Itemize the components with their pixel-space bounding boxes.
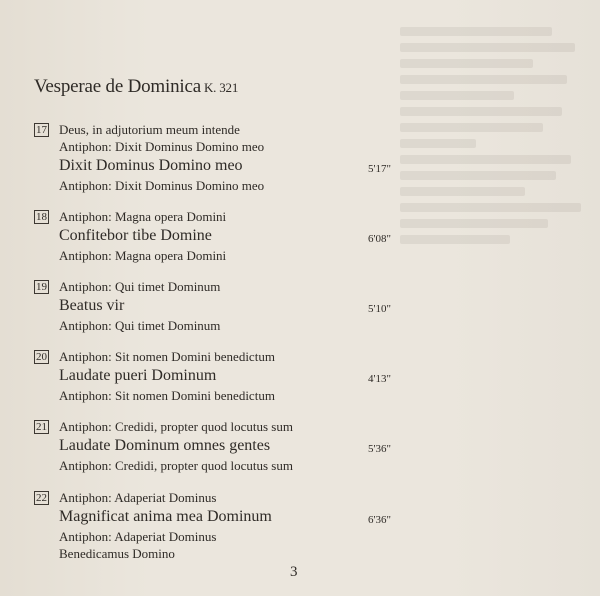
track-line: Antiphon: Credidi, propter quod locutus sum [59, 419, 293, 434]
track-line: Antiphon: Credidi, propter quod locutus sum [59, 458, 293, 473]
track-line-main: Laudate Dominum omnes gentes [59, 437, 271, 454]
track-line-main: Dixit Dominus Domino meo [59, 157, 243, 174]
track-duration: 5'10" [368, 303, 391, 315]
track-line: Benedicamus Domino [59, 546, 175, 561]
track-line-main: Laudate pueri Dominum [59, 367, 217, 384]
track-line: Antiphon: Dixit Dominus Domino meo [59, 139, 265, 154]
track-line-main: Beatus vir [59, 297, 125, 314]
page-number: 3 [290, 564, 298, 580]
work-title [34, 76, 238, 98]
track-line: Antiphon: Sit nomen Domini benedictum [59, 388, 275, 403]
track-number: 22 [36, 492, 47, 504]
track-duration: 5'36" [368, 443, 391, 455]
track-number: 17 [36, 124, 47, 136]
track-duration: 6'08" [368, 233, 391, 245]
track-line: Antiphon: Sit nomen Domini benedictum [59, 349, 275, 364]
catalog-number: K. 321 [203, 80, 239, 95]
track-duration: 6'36" [368, 514, 391, 526]
track-line: Antiphon: Qui timet Dominum [59, 318, 221, 333]
track-duration: 4'13" [368, 373, 391, 385]
show-through-text [400, 20, 590, 340]
track-number: 21 [36, 421, 47, 433]
track-number: 19 [36, 281, 47, 293]
track-duration: 5'17" [368, 163, 391, 175]
track-line-main: Confitebor tibe Domine [59, 227, 212, 244]
track-line: Antiphon: Magna opera Domini [59, 209, 227, 224]
work-title-text: Vesperae de Dominica [34, 76, 201, 97]
track-line-main: Magnificat anima mea Dominum [59, 508, 272, 525]
track-line: Antiphon: Adaperiat Dominus [59, 529, 217, 544]
track-number: 18 [36, 211, 47, 223]
track-line: Antiphon: Dixit Dominus Domino meo [59, 178, 265, 193]
track-line: Deus, in adjutorium meum intende [59, 122, 240, 137]
track-line: Antiphon: Adaperiat Dominus [59, 490, 217, 505]
track-line: Antiphon: Qui timet Dominum [59, 279, 221, 294]
track-line: Antiphon: Magna opera Domini [59, 248, 227, 263]
track-number: 20 [36, 351, 47, 363]
